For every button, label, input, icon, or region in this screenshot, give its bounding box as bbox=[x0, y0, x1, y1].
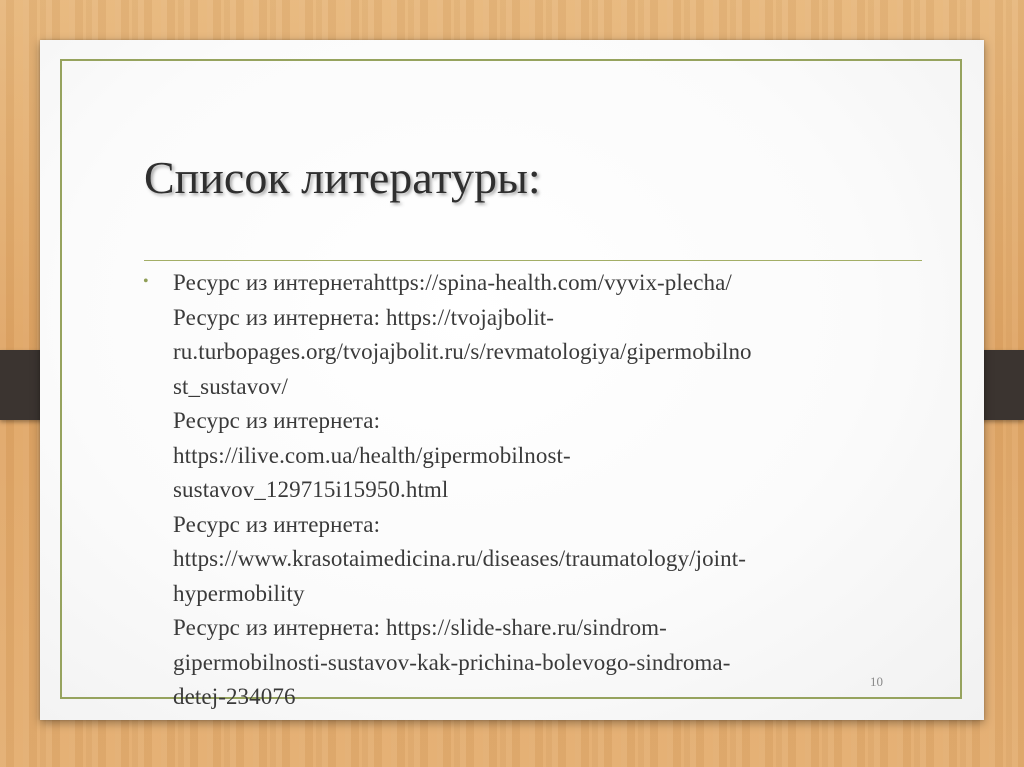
reference-line: Ресурс из интернета: https://tvojajbolit- bbox=[173, 304, 555, 330]
reference-line: st_sustavov/ bbox=[173, 373, 288, 399]
reference-line: hypermobility bbox=[173, 580, 305, 606]
reference-line: https://ilive.com.ua/health/gipermobilnost- bbox=[173, 442, 571, 468]
reference-line: Ресурс из интернетаhttps://spina-health.com/vyvix-plecha/ bbox=[173, 270, 732, 295]
reference-list bbox=[143, 266, 903, 715]
slide-card bbox=[40, 40, 984, 720]
reference-line: Ресурс из интернета: bbox=[173, 408, 381, 433]
reference-line: sustavov_129715i15950.html bbox=[173, 477, 449, 502]
reference-line: ru.turbopages.org/tvojajbolit.ru/s/revmatologiya/gipermobilno bbox=[173, 339, 752, 364]
reference-text bbox=[173, 266, 903, 715]
title-divider bbox=[144, 260, 922, 261]
reference-line: https://www.krasotaimedicina.ru/diseases/traumatology/joint- bbox=[173, 546, 747, 571]
slide-title: Список литературы: bbox=[144, 152, 541, 203]
reference-line: gipermobilnosti-sustavov-kak-prichina-bolevogo-sindroma- bbox=[173, 649, 731, 675]
reference-line: Ресурс из интернета: https://slide-share.ru/sindrom- bbox=[173, 615, 667, 640]
slide-page-number: 10 bbox=[870, 674, 883, 689]
reference-line: detej-234076 bbox=[173, 684, 296, 709]
bullet-icon: • bbox=[143, 273, 149, 290]
reference-line: Ресурс из интернета: bbox=[173, 511, 381, 537]
